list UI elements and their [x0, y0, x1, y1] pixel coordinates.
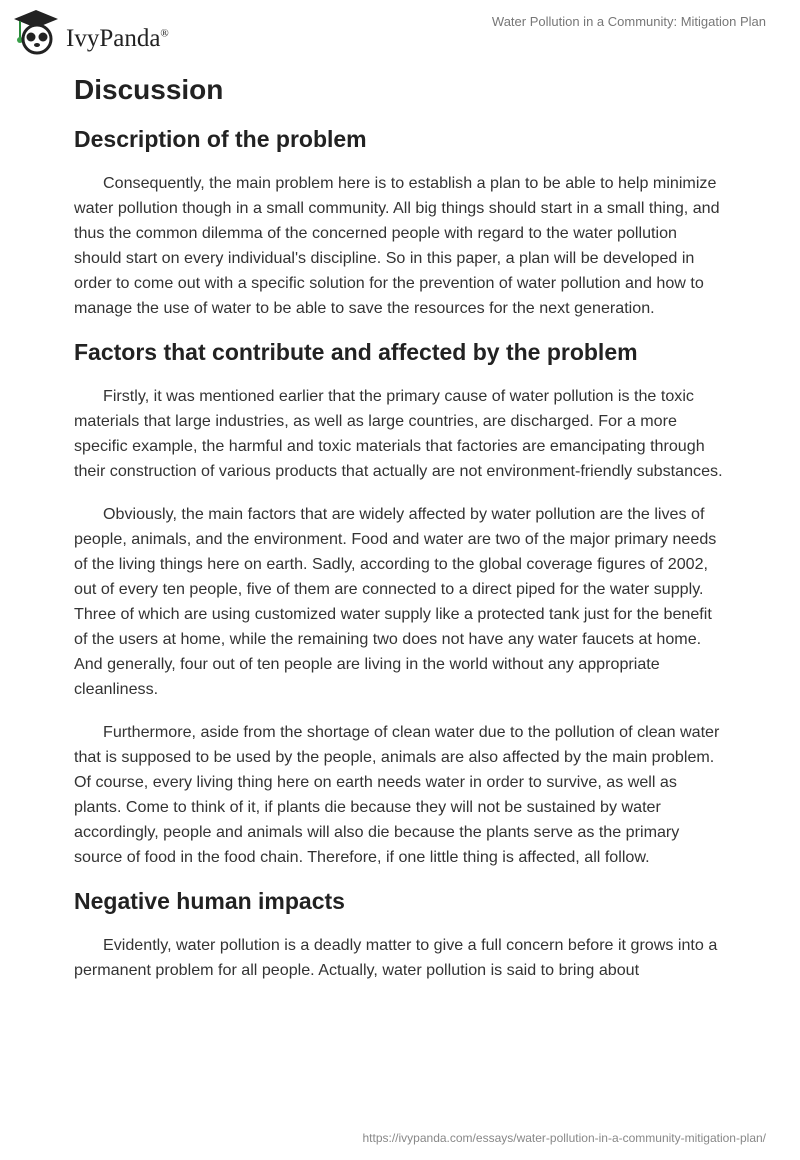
article-content — [74, 70, 724, 1001]
page-header — [0, 0, 800, 60]
panda-logo-icon — [12, 8, 60, 61]
section-heading: Description of the problem — [74, 126, 367, 152]
page-title: Discussion — [74, 74, 224, 105]
ivypanda-logo[interactable] — [12, 8, 169, 61]
logo-text — [66, 25, 169, 53]
registered-mark: ® — [160, 27, 169, 40]
section-heading: Factors that contribute and affected by the problem — [74, 339, 638, 365]
source-url: https://ivypanda.com/essays/water-pollution-in-a-community-mitigation-plan/ — [362, 1131, 766, 1145]
paragraph: Obviously, the main factors that are widely affected by water pollution are the lives of people, animals, and the environment. Food and water are two of the major primary needs of the living things here on earth. Sadly, according to the global coverage figures of 2002, out of every ten people, five of them are connected to a direct piped for the water supply. Three of which are using customized water supply like a protected tank just for the benefit of the users at home, while the remaining two does not have any water faucets at home. And generally, four out of ten people are living in the world without any appropriate cleanliness. — [74, 505, 717, 698]
document-title: Water Pollution in a Community: Mitigation Plan — [491, 14, 766, 29]
section-heading: Negative human impacts — [74, 888, 345, 914]
paragraph: Consequently, the main problem here is to establish a plan to be able to help minimize water pollution though in a small community. All big things should start in a small thing, and thus the common dilemma of the concerned people with regard to the water pollution should start on every individual's discipline. So in this paper, a plan will be developed in order to come out with a specific solution for the prevention of water pollution and how to manage the use of water to be able to save the resources for the next generation. — [74, 174, 720, 317]
logo-wordmark: IvyPanda — [66, 24, 161, 52]
paragraph: Evidently, water pollution is a deadly matter to give a full concern before it grows into a permanent problem for all people. Actually, water pollution is said to bring about — [74, 936, 718, 979]
paragraph: Furthermore, aside from the shortage of clean water due to the pollution of clean water that is supposed to be used by the people, animals are also affected by the main problem. Of course, every living thing here on earth needs water in order to survive, as well as plants. Come to think of it, if plants die because they will not be sustained by water accordingly, people and animals will also die because the plants serve as the primary source of food in the food chain. Therefore, if one little thing is affected, all follow. — [74, 723, 720, 866]
paragraph: Firstly, it was mentioned earlier that the primary cause of water pollution is the toxic materials that large industries, as well as large countries, are discharged. For a more specific example, the harmful and toxic materials that factories are emancipating through their construction of various products that actually are not environment-friendly substances. — [74, 387, 723, 480]
